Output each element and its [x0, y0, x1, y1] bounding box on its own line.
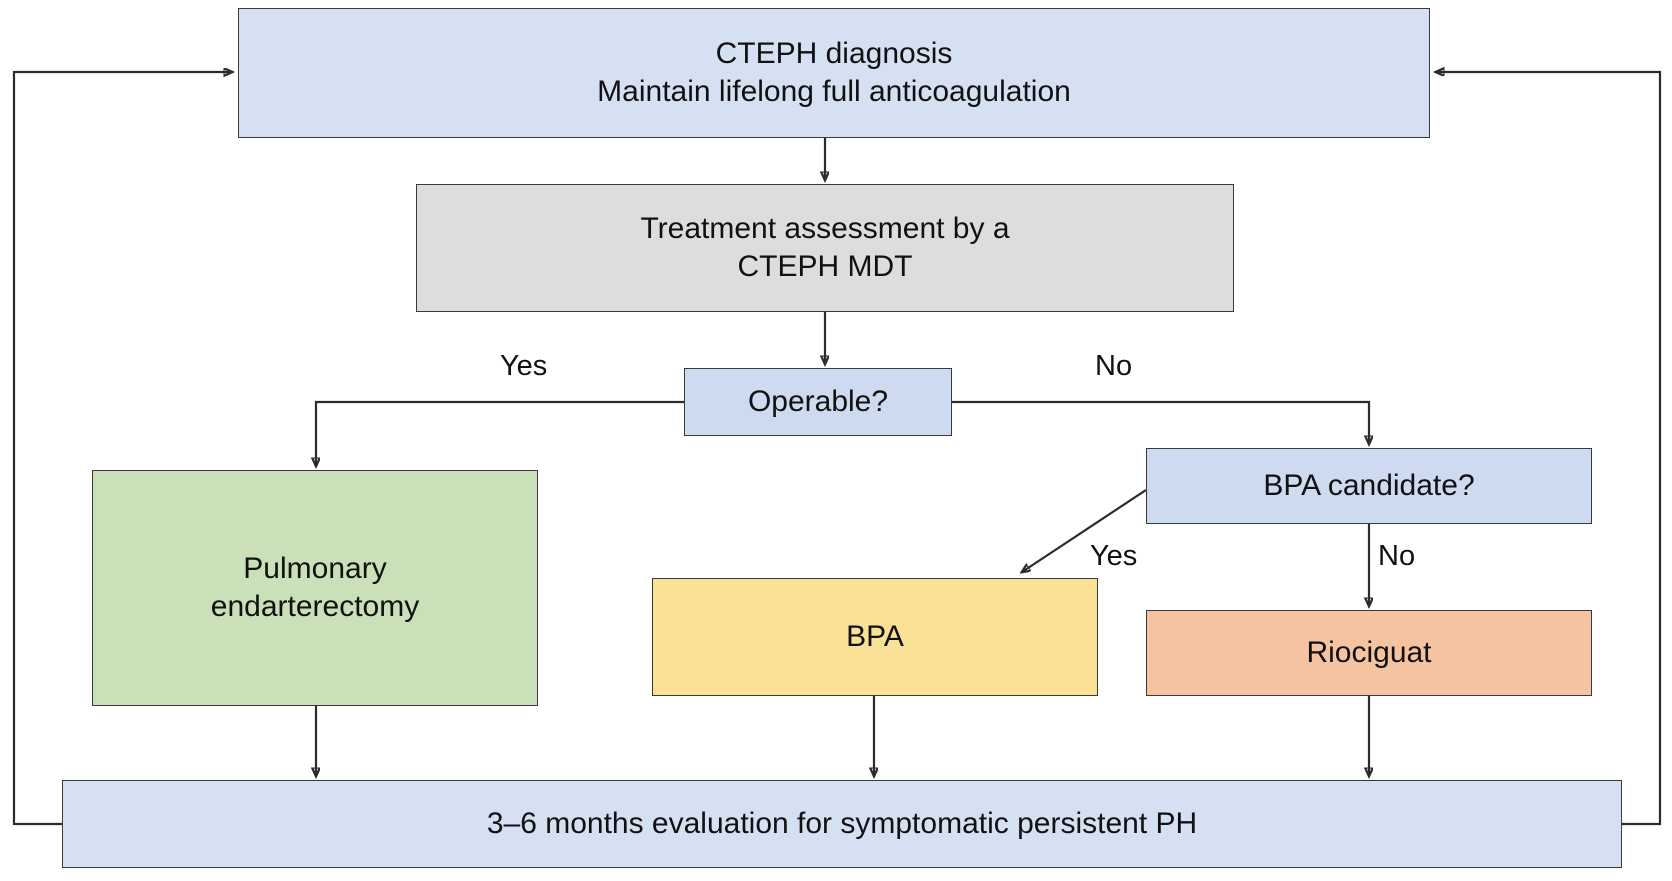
edge-eval-loop-left — [14, 72, 232, 824]
node-bpa-candidate-decision — [1146, 448, 1592, 524]
node-riociguat-label: Riociguat — [1306, 635, 1432, 669]
edge-label-operable-no: No — [1095, 350, 1133, 382]
node-evaluation-label: 3–6 months evaluation for symptomatic persistent PH — [486, 806, 1198, 840]
node-pea-line2: endarterectomy — [210, 590, 420, 623]
node-bpa-label: BPA — [846, 619, 904, 653]
node-bpa — [652, 578, 1098, 696]
node-pea-line1: Pulmonary — [243, 551, 387, 585]
edge-label-bpa-yes: Yes — [1090, 540, 1138, 572]
node-bpa-candidate-label: BPA candidate? — [1263, 468, 1475, 502]
edge-operable-yes — [316, 402, 684, 466]
edge-operable-no — [952, 402, 1369, 444]
node-treatment-assessment-mdt — [416, 184, 1234, 312]
node-operable-label: Operable? — [747, 384, 889, 418]
node-cteph-diagnosis-line2: Maintain lifelong full anticoagulation — [597, 75, 1071, 108]
node-riociguat — [1146, 610, 1592, 696]
node-cteph-diagnosis-line1: CTEPH diagnosis — [715, 36, 953, 70]
node-evaluation — [62, 780, 1622, 868]
node-pulmonary-endarterectomy — [92, 470, 538, 706]
node-mdt-line2: CTEPH MDT — [737, 250, 913, 283]
edge-label-bpa-no: No — [1378, 540, 1416, 572]
node-mdt-line1: Treatment assessment by a — [640, 211, 1010, 245]
node-cteph-diagnosis — [238, 8, 1430, 138]
node-operable-decision — [684, 368, 952, 436]
edge-label-operable-yes: Yes — [500, 350, 548, 382]
